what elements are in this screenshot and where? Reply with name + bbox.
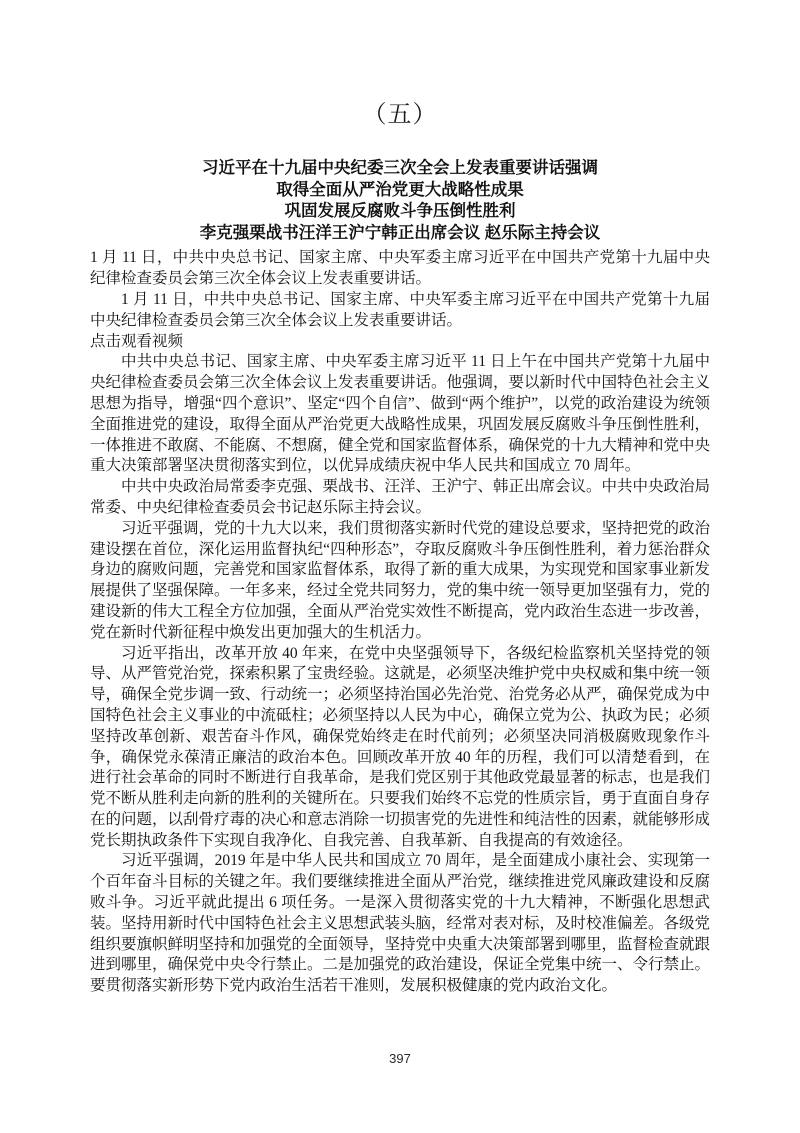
paragraph-dateline-2: 1 月 11 日，中共中央总书记、国家主席、中央军委主席习近平在中国共产党第十九届中央纪律检查委员会第三次全体会议上发表重要讲话。 <box>90 290 710 329</box>
page-number: 397 <box>389 1051 411 1066</box>
article-body <box>90 248 710 997</box>
headline-line-2: 取得全面从严治党更大战略性成果 <box>276 180 524 199</box>
paragraph-emphasis-1: 习近平强调，党的十九大以来，我们贯彻落实新时代党的建设总要求，坚持把党的政治建设摆在首位，深化运用监督执纪“四种形态”，夺取反腐败斗争压倒性胜利，着力惩治群众身边的腐败问题，完善党和国家监督体系，取得了新的重大成果，为实现党和国家事业新发展提供了坚强保障。一年多来，经过全党共同努力，党的集中统一领导更加坚强有力，党的建设新的伟大工程全方位加强，全面从严治党实效性不断提高，党内政治生态进一步改善，党在新时代新征程中焕发出更加强大的生机活力。 <box>90 519 711 641</box>
article-headline-block <box>0 158 800 244</box>
paragraph-dateline-1: 1 月 11 日，中共中央总书记、国家主席、中央军委主席习近平在中国共产党第十九届中央纪律检查委员会第三次全体会议上发表重要讲话。 <box>90 249 710 288</box>
headline-line-3: 巩固发展反腐败斗争压倒性胜利 <box>284 202 516 221</box>
headline-line-1: 习近平在十九届中央纪委三次全会上发表重要讲话强调 <box>202 159 598 177</box>
paragraph-tasks: 习近平强调，2019 年是中华人民共和国成立 70 周年，是全面建成小康社会、实现第一个百年奋斗目标的关键之年。我们要继续推进全面从严治党，继续推进党风廉政建设和反腐败斗争。习近平就此提出 6 项任务。一是深入贯彻落实党的十九大精神，不断强化思想武装。坚持用新时代中国特色社会主义思想武装头脑，经常对表对标，及时校准偏差。各级党组织要旗帜鲜明坚持和加强党的全面领导，坚持党中央重大决策部署到哪里，监督检查就跟进到哪里，确保党中央令行禁止。二是加强党的政治建设，保证全党集中统一、令行禁止。要贯彻落实新形势下党内政治生活若干准则，发展积极健康的党内政治文化。 <box>90 852 711 995</box>
paragraph-lede: 中共中央总书记、国家主席、中央军委主席习近平 11 日上午在中国共产党第十九届中央纪律检查委员会第三次全体会议上发表重要讲话。他强调，要以新时代中国特色社会主义思想为指导，增强“四个意识”、坚定“四个自信”、做到“两个维护”，以党的政治建设为统领全面推进党的建设，取得全面从严治党更大战略性成果，巩固发展反腐败斗争压倒性胜利，一体推进不敢腐、不能腐、不想腐，健全党和国家监督体系，确保党的十九大精神和党中央重大决策部署坚决贯彻落实到位，以优异成绩庆祝中华人民共和国成立 70 周年。 <box>90 353 711 475</box>
headline-line-4: 李克强栗战书汪洋王沪宁韩正出席会议 赵乐际主持会议 <box>199 223 601 242</box>
video-link-text: 点击观看视频 <box>90 332 184 350</box>
section-number: （五） <box>362 102 438 128</box>
paragraph-experience: 习近平指出，改革开放 40 年来，在党中央坚强领导下，各级纪检监察机关坚持党的领导、从严管党治党，探索积累了宝贵经验。这就是，必须坚决维护党中央权威和集中统一领导，确保全党步调一致、行动统一；必须坚持治国必先治党、治党务必从严，确保党成为中国特色社会主义事业的中流砥柱；必须坚持以人民为中心，确保立党为公、执政为民；必须坚持改革创新、艰苦奋斗作风，确保党始终走在时代前列；必须坚决同消极腐败现象作斗争，确保党永葆清正廉洁的政治本色。回顾改革开放 40 年的历程，我们可以清楚看到，在进行社会革命的同时不断进行自我革命，是我们党区别于其他政党最显著的标志，也是我们党不断从胜利走向新的胜利的关键所在。只要我们始终不忘党的性质宗旨，勇于直面自身存在的问题，以刮骨疗毒的决心和意志消除一切损害党的先进性和纯洁性的因素，就能够形成党长期执政条件下实现自我净化、自我完善、自我革新、自我提高的有效途径。 <box>90 644 711 849</box>
paragraph-attendees: 中共中央政治局常委李克强、栗战书、汪洋、王沪宁、韩正出席会议。中共中央政治局常委、中央纪律检查委员会书记赵乐际主持会议。 <box>90 478 711 516</box>
